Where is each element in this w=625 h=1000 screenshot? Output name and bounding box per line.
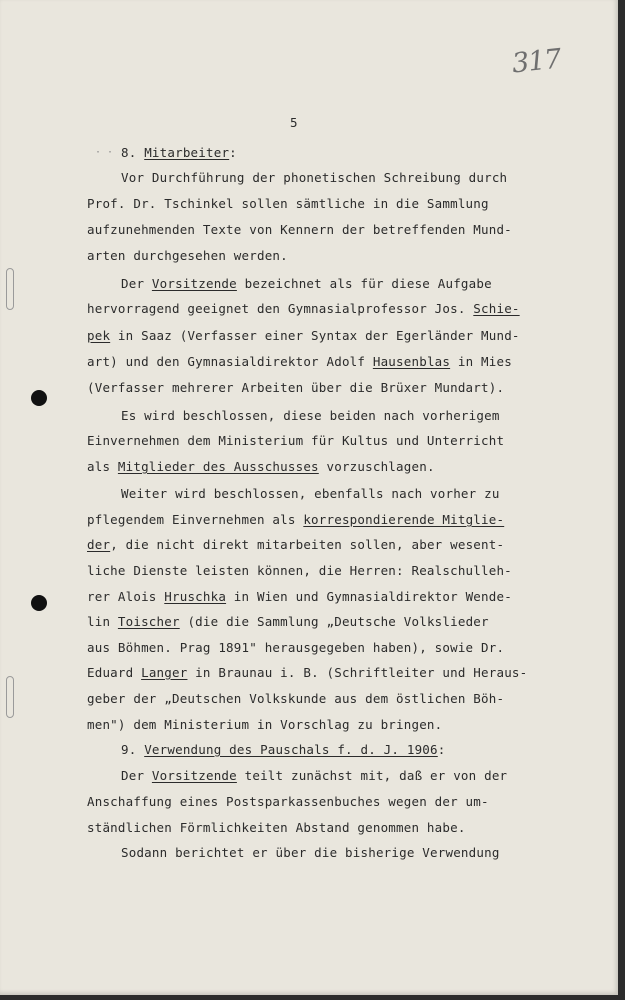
text-line bbox=[87, 794, 489, 809]
text-line bbox=[121, 276, 492, 291]
text-segment: pflegendem Einvernehmen als bbox=[87, 512, 304, 527]
text-line bbox=[87, 301, 520, 316]
text-segment: bezeichnet als für diese Aufgabe bbox=[236, 276, 492, 291]
text-segment: : bbox=[229, 145, 237, 160]
text-line bbox=[121, 845, 500, 860]
underlined-text: pek bbox=[87, 328, 111, 343]
text-line bbox=[87, 354, 512, 369]
text-segment: aufzunehmenden Texte von Kennern der betreffenden Mund- bbox=[87, 222, 512, 237]
text-segment: Sodann berichtet er über die bisherige Verwendung bbox=[121, 845, 500, 860]
text-line bbox=[87, 459, 435, 474]
text-line bbox=[87, 665, 527, 680]
underlined-text: Schie- bbox=[473, 301, 520, 316]
text-segment: Anschaffung eines Postsparkassenbuches wegen der um- bbox=[87, 794, 489, 809]
text-segment: arten durchgesehen werden. bbox=[87, 248, 288, 263]
pen-mark-decoration: · · bbox=[95, 147, 114, 158]
text-line bbox=[121, 742, 446, 757]
binder-clip-mark bbox=[6, 676, 14, 718]
text-line bbox=[87, 820, 466, 835]
text-segment: Der bbox=[121, 276, 152, 291]
text-segment: liche Dienste leisten können, die Herren: Realschulleh- bbox=[87, 563, 512, 578]
text-segment: geber der „Deutschen Volkskunde aus dem östlichen Böh- bbox=[87, 691, 505, 706]
text-segment: Prof. Dr. Tschinkel sollen sämtliche in die Sammlung bbox=[87, 196, 489, 211]
text-segment: : bbox=[437, 742, 446, 757]
binder-clip-mark bbox=[6, 268, 14, 310]
text-segment: Weiter wird beschlossen, ebenfalls nach vorher zu bbox=[121, 486, 500, 501]
text-segment: in Mies bbox=[450, 354, 512, 369]
text-segment: rer Alois bbox=[87, 589, 165, 604]
underlined-text: Hausenblas bbox=[372, 354, 451, 369]
underlined-text: Mitglieder des Ausschusses bbox=[117, 459, 319, 474]
text-line bbox=[87, 717, 442, 732]
scan-edge bbox=[0, 995, 625, 1000]
text-segment: aus Böhmen. Prag 1891" herausgegeben haben), sowie Dr. bbox=[87, 640, 505, 655]
text-line bbox=[87, 380, 504, 395]
text-line bbox=[121, 768, 507, 783]
text-segment: hervorragend geeignet den Gymnasialprofessor Jos. bbox=[87, 301, 474, 316]
text-segment: 8. bbox=[121, 145, 145, 160]
text-line bbox=[87, 222, 512, 237]
text-segment: als bbox=[87, 459, 118, 474]
text-segment: (die die Sammlung „Deutsche Volkslieder bbox=[179, 614, 489, 629]
text-segment: , die nicht direkt mitarbeiten sollen, aber wesent- bbox=[110, 537, 505, 552]
text-line bbox=[87, 328, 520, 343]
text-segment: vorzuschlagen. bbox=[318, 459, 435, 474]
underlined-text: der bbox=[87, 537, 111, 552]
folio-number: 317 bbox=[510, 43, 563, 80]
text-segment: Es wird beschlossen, diese beiden nach vorherigem bbox=[121, 408, 500, 423]
text-segment: teilt zunächst mit, daß er von der bbox=[236, 768, 508, 783]
underlined-text: Vorsitzende bbox=[151, 276, 237, 291]
underlined-text: Verwendung des Pauschals f. d. J. 1906 bbox=[144, 742, 438, 757]
text-line bbox=[87, 433, 504, 448]
text-segment: in Braunau i. B. (Schriftleiter und Heraus- bbox=[187, 665, 528, 680]
page-number: 5 bbox=[290, 115, 298, 130]
text-line bbox=[87, 640, 504, 655]
punch-hole bbox=[31, 595, 47, 611]
text-segment: men") dem Ministerium in Vorschlag zu bringen. bbox=[87, 717, 443, 732]
text-segment: Vor Durchführung der phonetischen Schreibung durch bbox=[121, 170, 508, 185]
text-segment: Der bbox=[121, 768, 152, 783]
text-segment: 9. bbox=[121, 742, 145, 757]
text-line bbox=[121, 486, 500, 501]
text-line bbox=[87, 512, 504, 527]
text-segment: lin bbox=[87, 614, 118, 629]
text-segment: (Verfasser mehrerer Arbeiten über die Brüxer Mundart). bbox=[87, 380, 505, 395]
text-line bbox=[87, 196, 489, 211]
text-line bbox=[87, 589, 512, 604]
underlined-text: korrespondierende Mitglie- bbox=[303, 512, 505, 527]
text-line bbox=[121, 408, 500, 423]
text-segment: Einvernehmen dem Ministerium für Kultus und Unterricht bbox=[87, 433, 505, 448]
text-segment: art) und den Gymnasialdirektor Adolf bbox=[87, 354, 373, 369]
underlined-text: Vorsitzende bbox=[151, 768, 237, 783]
punch-hole bbox=[31, 390, 47, 406]
text-segment: in Saaz (Verfasser einer Syntax der Egerländer Mund- bbox=[110, 328, 520, 343]
text-line bbox=[87, 691, 504, 706]
text-segment: Eduard bbox=[87, 665, 142, 680]
underlined-text: Toischer bbox=[117, 614, 180, 629]
text-line bbox=[87, 563, 512, 578]
scan-edge bbox=[618, 0, 625, 1000]
text-segment: ständlichen Förmlichkeiten Abstand genommen habe. bbox=[87, 820, 466, 835]
text-line bbox=[87, 248, 288, 263]
text-line bbox=[121, 170, 507, 185]
text-line bbox=[87, 537, 504, 552]
text-segment: in Wien und Gymnasialdirektor Wende- bbox=[226, 589, 512, 604]
underlined-text: Hruschka bbox=[164, 589, 227, 604]
text-line bbox=[121, 145, 237, 160]
underlined-text: Langer bbox=[141, 665, 188, 680]
underlined-text: Mitarbeiter bbox=[144, 145, 230, 160]
text-line bbox=[87, 614, 489, 629]
